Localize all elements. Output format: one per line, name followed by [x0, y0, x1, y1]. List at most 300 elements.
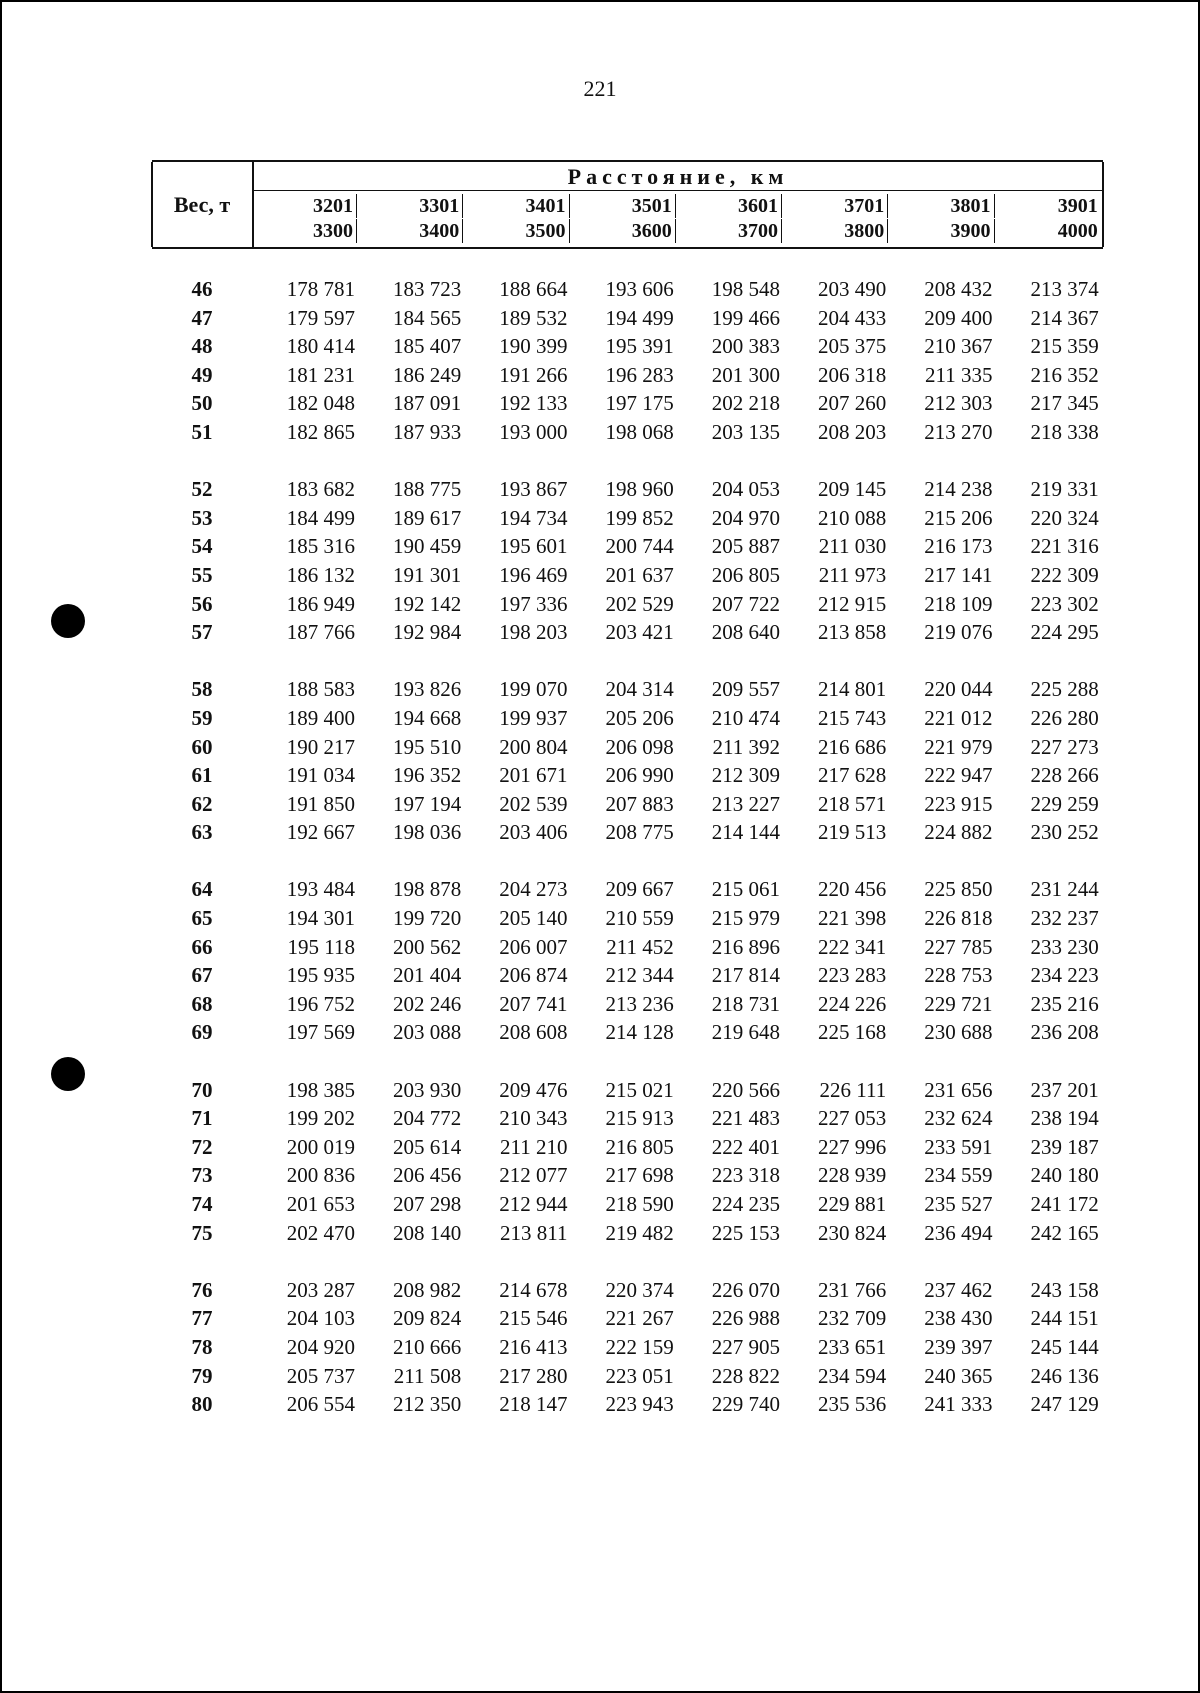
value-cell: 232 709: [818, 1306, 887, 1331]
value-cell: 187 933: [393, 419, 462, 444]
value-cell: 227 273: [1030, 734, 1099, 759]
value-cell: 214 238: [924, 477, 993, 502]
value-cell: 229 721: [924, 991, 993, 1016]
value-cell: 224 295: [1030, 620, 1099, 645]
value-cell: 182 865: [286, 419, 355, 444]
value-cell: 223 051: [605, 1363, 674, 1388]
value-cell: 224 235: [711, 1192, 780, 1216]
range-to: 3500: [526, 219, 570, 243]
weight-cell: 67: [191, 963, 213, 988]
value-cell: 195 601: [499, 534, 568, 559]
distance-range-header: [253, 191, 359, 247]
value-cell: 244 151: [1030, 1306, 1099, 1331]
weight-cell: 49: [191, 362, 213, 387]
value-cell: 197 194: [393, 791, 462, 816]
value-cell: 200 836: [286, 1163, 355, 1188]
value-cell: 241 172: [1030, 1192, 1099, 1216]
value-cell: 245 144: [1030, 1334, 1099, 1359]
table-row: [152, 305, 1103, 334]
table-row: [152, 419, 1103, 448]
value-cell: 202 539: [499, 791, 568, 816]
table-row: [152, 676, 1103, 705]
value-cell: 215 979: [711, 906, 780, 931]
range-from: 3501: [632, 194, 676, 218]
value-cell: 221 012: [924, 705, 993, 730]
value-cell: 204 053: [711, 477, 780, 502]
value-cell: 203 135: [711, 419, 780, 444]
value-cell: 189 532: [499, 305, 568, 330]
weight-cell: 78: [191, 1334, 213, 1359]
value-cell: 247 129: [1030, 1392, 1099, 1417]
value-cell: 196 352: [393, 763, 462, 788]
table-row: [152, 1105, 1103, 1134]
table-row: [152, 1391, 1103, 1420]
value-cell: 243 158: [1030, 1277, 1099, 1302]
value-cell: 191 266: [499, 362, 568, 387]
value-cell: 218 147: [499, 1392, 568, 1417]
value-cell: 208 432: [924, 277, 993, 301]
value-cell: 207 883: [605, 791, 674, 816]
value-cell: 188 775: [393, 477, 462, 502]
value-cell: 221 316: [1030, 534, 1099, 559]
table-header: [152, 160, 1103, 249]
value-cell: 194 499: [605, 305, 674, 330]
table-row: [152, 619, 1103, 648]
value-cell: 217 628: [818, 763, 887, 788]
distance-range-header: [572, 191, 678, 247]
value-cell: 234 594: [818, 1363, 887, 1388]
value-cell: 228 939: [818, 1163, 887, 1188]
value-cell: 223 302: [1030, 591, 1099, 616]
value-cell: 240 365: [924, 1363, 993, 1388]
value-cell: 239 397: [924, 1334, 993, 1359]
distance-range-header: [678, 191, 784, 247]
value-cell: 208 640: [711, 620, 780, 645]
value-cell: 195 510: [393, 734, 462, 759]
distance-range-header: [784, 191, 890, 247]
range-to: 3700: [738, 219, 782, 243]
value-cell: 216 805: [605, 1134, 674, 1159]
value-cell: 200 804: [499, 734, 568, 759]
value-cell: 229 259: [1030, 791, 1099, 816]
value-cell: 246 136: [1030, 1363, 1099, 1388]
value-cell: 194 668: [393, 705, 462, 730]
value-cell: 209 400: [924, 305, 993, 330]
table-row: [152, 1334, 1103, 1363]
value-cell: 221 979: [924, 734, 993, 759]
value-cell: 200 383: [711, 334, 780, 359]
value-cell: 201 671: [499, 763, 568, 788]
value-cell: 205 140: [499, 906, 568, 931]
value-cell: 223 915: [924, 791, 993, 816]
value-cell: 217 814: [711, 963, 780, 988]
weight-cell: 54: [191, 534, 213, 559]
table-row: [152, 991, 1103, 1020]
table-row: [152, 791, 1103, 820]
value-cell: 212 944: [499, 1192, 568, 1216]
value-cell: 220 374: [605, 1277, 674, 1302]
value-cell: 199 852: [605, 505, 674, 530]
value-cell: 191 850: [286, 791, 355, 816]
value-cell: 208 775: [605, 820, 674, 845]
value-cell: 225 850: [924, 877, 993, 902]
value-cell: 223 943: [605, 1392, 674, 1417]
value-cell: 197 569: [286, 1020, 355, 1045]
value-cell: 217 345: [1030, 391, 1099, 416]
value-cell: 193 484: [286, 877, 355, 902]
value-cell: 215 913: [605, 1106, 674, 1131]
value-cell: 202 529: [605, 591, 674, 616]
value-cell: 198 385: [286, 1077, 355, 1102]
value-cell: 200 562: [393, 934, 462, 959]
value-cell: 220 324: [1030, 505, 1099, 530]
value-cell: 185 316: [286, 534, 355, 559]
value-cell: 212 915: [818, 591, 887, 616]
value-cell: 217 698: [605, 1163, 674, 1188]
value-cell: 230 824: [818, 1220, 887, 1245]
value-cell: 189 617: [393, 505, 462, 530]
value-cell: 221 398: [818, 906, 887, 931]
table-row: [152, 1191, 1103, 1220]
value-cell: 183 723: [393, 277, 462, 301]
range-from: 3401: [526, 194, 570, 218]
value-cell: 201 300: [711, 362, 780, 387]
value-cell: 216 352: [1030, 362, 1099, 387]
value-cell: 241 333: [924, 1392, 993, 1417]
value-cell: 238 194: [1030, 1106, 1099, 1131]
value-cell: 180 414: [286, 334, 355, 359]
value-cell: 195 118: [287, 934, 355, 959]
table-row: [152, 591, 1103, 620]
value-cell: 187 766: [286, 620, 355, 645]
value-cell: 222 401: [711, 1134, 780, 1159]
range-to: 3400: [419, 219, 463, 243]
weight-cell: 77: [191, 1306, 213, 1331]
distance-range-header: [891, 191, 997, 247]
value-cell: 205 375: [818, 334, 887, 359]
value-cell: 210 666: [393, 1334, 462, 1359]
value-cell: 206 874: [499, 963, 568, 988]
value-cell: 213 811: [500, 1220, 568, 1245]
value-cell: 224 226: [818, 991, 887, 1016]
value-cell: 205 887: [711, 534, 780, 559]
table-row: [152, 362, 1103, 391]
weight-cell: 58: [191, 677, 213, 702]
value-cell: 184 499: [286, 505, 355, 530]
value-cell: 227 053: [818, 1106, 887, 1131]
table-row: [152, 962, 1103, 991]
range-to: 3600: [632, 219, 676, 243]
value-cell: 222 341: [818, 934, 887, 959]
range-from: 3201: [313, 194, 357, 218]
value-cell: 206 554: [286, 1392, 355, 1417]
weight-cell: 50: [191, 391, 213, 416]
value-cell: 215 743: [818, 705, 887, 730]
value-cell: 217 280: [499, 1363, 568, 1388]
value-cell: 214 367: [1030, 305, 1099, 330]
value-cell: 199 202: [286, 1106, 355, 1131]
range-from: 3301: [419, 194, 463, 218]
range-to: 4000: [1057, 220, 1098, 242]
value-cell: 228 822: [711, 1363, 780, 1388]
value-cell: 202 218: [711, 391, 780, 416]
value-cell: 212 344: [605, 963, 674, 988]
value-cell: 219 482: [605, 1220, 674, 1245]
weight-cell: 62: [191, 791, 213, 816]
value-cell: 199 720: [393, 906, 462, 931]
value-cell: 204 772: [393, 1106, 462, 1131]
value-cell: 208 982: [393, 1277, 462, 1302]
value-cell: 190 399: [499, 334, 568, 359]
value-cell: 211 508: [393, 1363, 462, 1388]
table-row: [152, 819, 1103, 848]
value-cell: 213 236: [605, 991, 674, 1016]
value-cell: 211 335: [925, 362, 993, 387]
value-cell: 206 007: [499, 934, 568, 959]
value-cell: 228 753: [924, 963, 993, 988]
value-cell: 206 098: [605, 734, 674, 759]
value-cell: 214 678: [499, 1277, 568, 1302]
value-cell: 196 752: [286, 991, 355, 1016]
value-cell: 210 088: [818, 505, 887, 530]
distance-range-header: [997, 191, 1103, 247]
value-cell: 225 153: [711, 1220, 780, 1245]
value-cell: 217 141: [924, 562, 993, 587]
value-cell: 197 336: [499, 591, 568, 616]
value-cell: 183 682: [286, 477, 355, 502]
value-cell: 209 824: [393, 1306, 462, 1331]
distance-header: Расстояние, км: [567, 164, 789, 189]
value-cell: 223 318: [711, 1163, 780, 1188]
range-from: 3901: [1057, 195, 1098, 217]
table-row: [152, 1363, 1103, 1392]
value-cell: 190 217: [286, 734, 355, 759]
value-cell: 225 168: [818, 1020, 887, 1045]
value-cell: 204 970: [711, 505, 780, 530]
weight-cell: 46: [191, 277, 213, 301]
value-cell: 209 557: [711, 677, 780, 702]
value-cell: 181 231: [286, 362, 355, 387]
value-cell: 235 216: [1030, 991, 1099, 1016]
value-cell: 215 021: [605, 1077, 674, 1102]
value-cell: 203 088: [393, 1020, 462, 1045]
value-cell: 208 203: [818, 419, 887, 444]
value-cell: 223 283: [818, 963, 887, 988]
value-cell: 184 565: [393, 305, 462, 330]
value-cell: 194 734: [499, 505, 568, 530]
value-cell: 234 559: [924, 1163, 993, 1188]
value-cell: 220 044: [924, 677, 993, 702]
value-cell: 215 061: [711, 877, 780, 902]
weight-cell: 71: [191, 1106, 213, 1131]
weight-cell: 76: [191, 1277, 213, 1302]
weight-cell: 64: [191, 877, 213, 902]
value-cell: 192 667: [286, 820, 355, 845]
weight-cell: 68: [191, 991, 213, 1016]
table-row: [152, 533, 1103, 562]
value-cell: 185 407: [393, 334, 462, 359]
value-cell: 203 406: [499, 820, 568, 845]
value-cell: 200 019: [286, 1134, 355, 1159]
value-cell: 213 858: [818, 620, 887, 645]
value-cell: 186 249: [393, 362, 462, 387]
value-cell: 212 077: [499, 1163, 568, 1188]
weight-cell: 73: [191, 1163, 213, 1188]
value-cell: 235 527: [924, 1192, 993, 1216]
value-cell: 178 781: [286, 277, 355, 301]
value-cell: 192 142: [393, 591, 462, 616]
value-cell: 219 513: [818, 820, 887, 845]
value-cell: 214 128: [605, 1020, 674, 1045]
value-cell: 216 173: [924, 534, 993, 559]
value-cell: 206 456: [393, 1163, 462, 1188]
value-cell: 216 896: [711, 934, 780, 959]
value-cell: 213 374: [1030, 277, 1099, 301]
value-cell: 195 391: [605, 334, 674, 359]
value-cell: 231 244: [1030, 877, 1099, 902]
weight-cell: 72: [191, 1134, 213, 1159]
table-row: [152, 762, 1103, 791]
value-cell: 190 459: [393, 534, 462, 559]
value-cell: 210 343: [499, 1106, 568, 1131]
value-cell: 210 474: [711, 705, 780, 730]
value-cell: 237 462: [924, 1277, 993, 1302]
value-cell: 240 180: [1030, 1163, 1099, 1188]
value-cell: 199 070: [499, 677, 568, 702]
value-cell: 211 973: [818, 562, 887, 587]
value-cell: 218 571: [818, 791, 887, 816]
weight-cell: 63: [191, 820, 213, 845]
table-row: [152, 333, 1103, 362]
value-cell: 232 624: [924, 1106, 993, 1131]
table-row: [152, 476, 1103, 505]
value-cell: 188 664: [499, 277, 568, 301]
value-cell: 229 740: [711, 1392, 780, 1417]
value-cell: 214 144: [711, 820, 780, 845]
table-row: [152, 734, 1103, 763]
weight-cell: 57: [191, 620, 213, 645]
value-cell: 208 140: [393, 1220, 462, 1245]
value-cell: 202 246: [393, 991, 462, 1016]
value-cell: 218 109: [924, 591, 993, 616]
value-cell: 192 984: [393, 620, 462, 645]
table-row: [152, 1162, 1103, 1191]
value-cell: 187 091: [393, 391, 462, 416]
value-cell: 194 301: [286, 906, 355, 931]
value-cell: 207 741: [499, 991, 568, 1016]
value-cell: 234 223: [1030, 963, 1099, 988]
value-cell: 204 103: [286, 1306, 355, 1331]
weight-cell: 59: [191, 705, 213, 730]
punch-hole: [51, 604, 85, 638]
range-from: 3701: [844, 194, 888, 218]
value-cell: 239 187: [1030, 1134, 1099, 1159]
weight-cell: 48: [191, 334, 213, 359]
table-row: [152, 505, 1103, 534]
value-cell: 197 175: [605, 391, 674, 416]
value-cell: 207 722: [711, 591, 780, 616]
value-cell: 218 731: [711, 991, 780, 1016]
value-cell: 226 111: [819, 1077, 887, 1102]
value-cell: 205 614: [393, 1134, 462, 1159]
value-cell: 208 608: [499, 1020, 568, 1045]
weight-column-header: Вес, т: [173, 192, 231, 217]
value-cell: 227 785: [924, 934, 993, 959]
table-row: [152, 905, 1103, 934]
value-cell: 222 309: [1030, 562, 1099, 587]
value-cell: 226 280: [1030, 705, 1099, 730]
value-cell: 219 648: [711, 1020, 780, 1045]
value-cell: 198 036: [393, 820, 462, 845]
range-from: 3801: [951, 194, 995, 218]
value-cell: 231 656: [924, 1077, 993, 1102]
weight-cell: 65: [191, 906, 213, 931]
weight-cell: 53: [191, 505, 213, 530]
value-cell: 193 000: [499, 419, 568, 444]
value-cell: 213 270: [924, 419, 993, 444]
table-row: [152, 1305, 1103, 1334]
value-cell: 186 132: [286, 562, 355, 587]
range-to: 3800: [844, 219, 888, 243]
range-from: 3601: [738, 194, 782, 218]
weight-cell: 56: [191, 591, 213, 616]
value-cell: 210 367: [924, 334, 993, 359]
value-cell: 230 252: [1030, 820, 1099, 845]
weight-cell: 55: [191, 562, 213, 587]
table-row: [152, 705, 1103, 734]
value-cell: 216 413: [499, 1334, 568, 1359]
weight-cell: 69: [191, 1020, 213, 1045]
value-cell: 201 404: [393, 963, 462, 988]
value-cell: 226 988: [711, 1306, 780, 1331]
value-cell: 206 318: [818, 362, 887, 387]
value-cell: 211 030: [818, 534, 887, 559]
value-cell: 233 230: [1030, 934, 1099, 959]
value-cell: 199 466: [711, 305, 780, 330]
value-cell: 211 452: [606, 934, 674, 959]
value-cell: 196 469: [499, 562, 568, 587]
value-cell: 198 548: [711, 277, 780, 301]
value-cell: 224 882: [924, 820, 993, 845]
weight-cell: 79: [191, 1363, 213, 1388]
table-row: [152, 934, 1103, 963]
table-row: [152, 1077, 1103, 1106]
weight-cell: 70: [191, 1077, 213, 1102]
value-cell: 186 949: [286, 591, 355, 616]
value-cell: 192 133: [499, 391, 568, 416]
value-cell: 211 392: [712, 734, 780, 759]
value-cell: 204 314: [605, 677, 674, 702]
value-cell: 205 737: [286, 1363, 355, 1388]
value-cell: 205 206: [605, 705, 674, 730]
value-cell: 221 483: [711, 1106, 780, 1131]
value-cell: 213 227: [711, 791, 780, 816]
value-cell: 242 165: [1030, 1220, 1099, 1245]
distance-range-header: [466, 191, 572, 247]
value-cell: 198 960: [605, 477, 674, 502]
weight-cell: 51: [191, 419, 213, 444]
value-cell: 238 430: [924, 1306, 993, 1331]
value-cell: 203 287: [286, 1277, 355, 1302]
page-number: 221: [583, 76, 617, 101]
value-cell: 193 606: [605, 277, 674, 301]
value-cell: 207 260: [818, 391, 887, 416]
value-cell: 179 597: [286, 305, 355, 330]
table-row: [152, 1277, 1103, 1306]
value-cell: 188 583: [286, 677, 355, 702]
value-cell: 226 070: [711, 1277, 780, 1302]
value-cell: 189 400: [286, 705, 355, 730]
